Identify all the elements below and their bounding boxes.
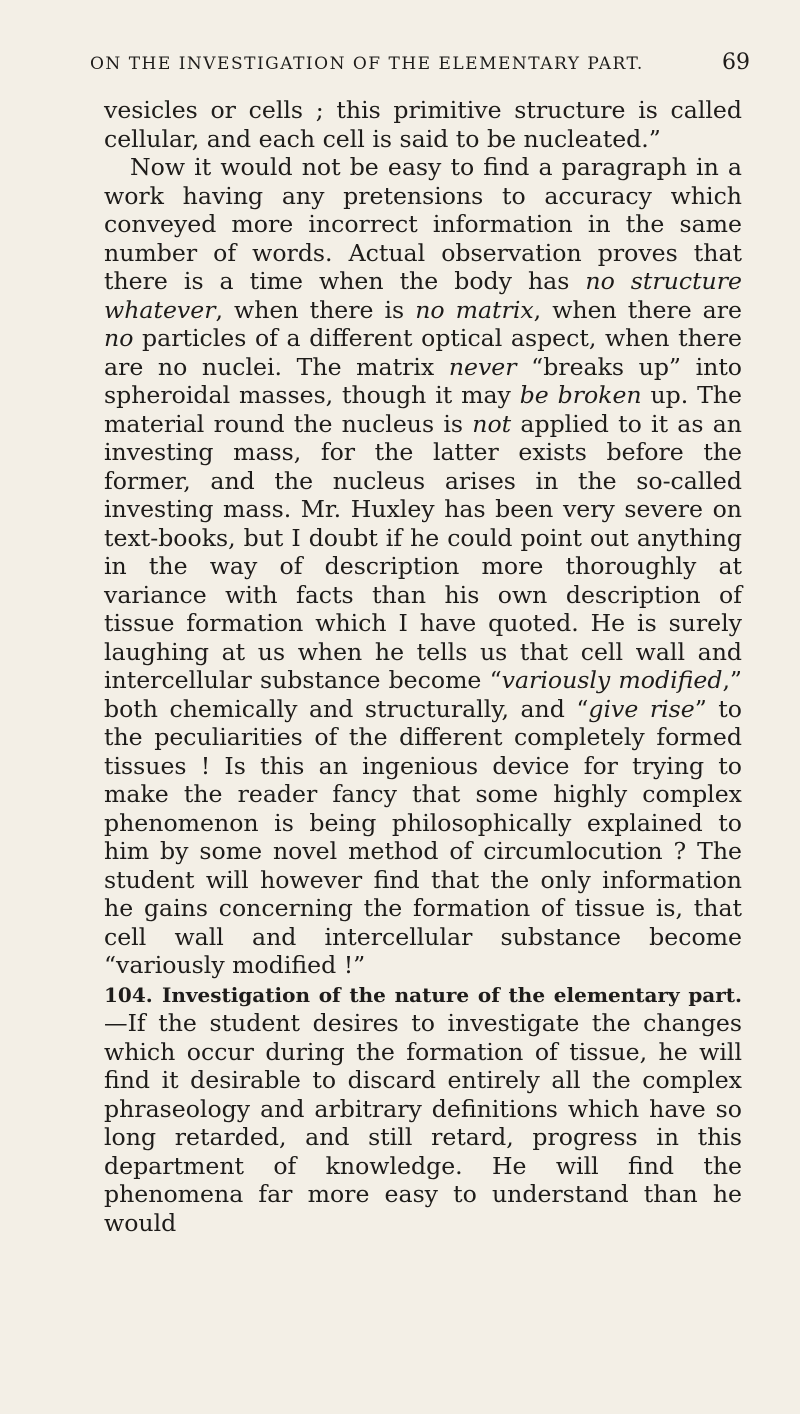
emphasis: give rise	[588, 694, 695, 723]
emphasis: no	[104, 324, 134, 352]
running-head	[90, 50, 750, 75]
paragraph-2-text: , when there is	[215, 295, 416, 324]
paragraph-2-text: particles of a different optical aspect, when there are no nuclei. The matrix	[104, 324, 742, 381]
paragraph-2-text: Now it would not be easy to find a paragraph in a work having any pretensions to accuracy which conveyed more incorrect information in the same number of words. Actual observation proves that there is a time when the body has	[104, 153, 742, 295]
paragraph-3-text: —If the student desires to investigate the changes which occur during the formation of tissue, he will find it desirable to discard entirely all the complex phraseology and arbitrary definitions which have so long retarded, and still retard, progress in this department of knowledge. He will find the phenomena far more easy to understand than he would	[104, 1009, 742, 1237]
page-number: 69	[722, 50, 750, 75]
paragraph-2-text: applied to it as an investing mass, for the latter exists before the former, and the nucleus arises in the so-called investing mass. Mr. Huxley has been very severe on text-books, but I doubt if he could point out anything in the way of description more thoroughly at variance with facts than his own description of tissue formation which I have quoted. He is surely laughing at us when he tells us that cell wall and intercellular substance become “	[104, 409, 742, 694]
emphasis: not	[472, 409, 512, 438]
paragraph-1-text: vesicles or cells ; this primitive structure is called cellular, and each cell is said to be nucleated.”	[104, 96, 742, 153]
paragraph-3	[104, 980, 742, 1238]
paragraph-2-text: up. The material round the nucleus is	[104, 381, 743, 438]
paragraph-2-text: , when there are	[533, 295, 742, 324]
emphasis: never	[448, 352, 517, 381]
paragraph-2-text: ,” both chemically and structurally, and “	[104, 666, 742, 723]
paragraph-2	[104, 153, 742, 980]
section-number: 104.	[104, 982, 153, 1007]
emphasis: variously modified	[501, 666, 723, 694]
running-head-title: ON THE INVESTIGATION OF THE ELEMENTARY PART.	[90, 54, 644, 74]
paragraph-1	[104, 96, 742, 153]
paragraph-2-text: ” to the peculiarities of the different completely formed tissues ! Is this an ingenious device for trying to make the reader fancy that some highly complex phenomenon is being philosophically explained to him by some novel method of circumlocution ? The student will however find that the only information he gains concerning the formation of tissue is, that cell wall and intercellular substance become “variously modified !”	[104, 694, 742, 979]
emphasis: no structure whatever	[104, 267, 742, 324]
emphasis: no matrix	[415, 295, 534, 324]
section-title: Investigation of the nature of the elementary part.	[161, 982, 743, 1007]
paragraph-2-text: “breaks up” into spheroidal masses, though it may	[104, 352, 743, 409]
body-text	[104, 96, 742, 1237]
emphasis: be broken	[519, 381, 642, 409]
